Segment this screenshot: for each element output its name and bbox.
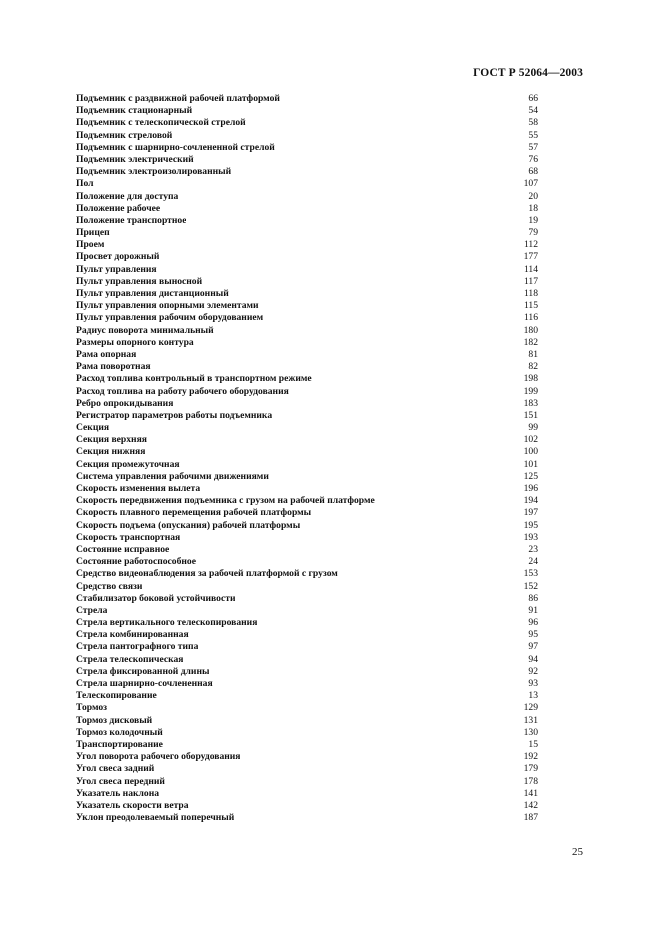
index-row: [76, 812, 538, 824]
index-term-number: 93: [528, 678, 538, 689]
index-term-number: 118: [523, 288, 538, 299]
index-row: [76, 471, 538, 483]
index-term: Подъемник с шарнирно-сочлененной стрелой: [76, 141, 275, 153]
index-term: Расход топлива на работу рабочего оборудования: [76, 385, 289, 397]
index-row: [76, 386, 538, 398]
index-term: Скорость транспортная: [76, 531, 181, 543]
index-term-number: 115: [523, 300, 538, 312]
index-term-number: 198: [523, 373, 538, 385]
index-term-number: 97: [528, 641, 538, 653]
index-row: [76, 264, 538, 276]
index-row: [76, 495, 538, 507]
document-code: ГОСТ Р 52064—2003: [473, 67, 583, 79]
index-row: [76, 654, 538, 666]
index-term: Уклон преодолеваемый поперечный: [76, 812, 235, 824]
index-term: Стрела фиксированной длины: [76, 665, 210, 677]
index-term: Рама опорная: [76, 348, 137, 360]
index-term-number: 151: [523, 409, 538, 421]
index-term: Скорость плавного перемещения рабочей платформы: [76, 507, 312, 519]
index-row: [76, 678, 538, 690]
index-term-number: 92: [528, 665, 538, 677]
index-term: Средство видеонаблюдения за рабочей платформой с грузом: [76, 568, 338, 580]
index-term-number: 129: [523, 702, 538, 714]
index-term: Стрела телескопическая: [76, 653, 184, 665]
index-term: Стабилизатор боковой устойчивости: [76, 592, 236, 604]
index-term-number: 152: [523, 580, 538, 592]
index-row: [76, 690, 538, 702]
index-row: [76, 312, 538, 324]
index-row: [76, 532, 538, 544]
index-row: [76, 581, 538, 593]
index-row: [76, 130, 538, 142]
index-term-number: 177: [523, 251, 538, 263]
index-row: [76, 788, 538, 800]
index-term-number: 19: [528, 214, 538, 226]
index-term-number: 13: [528, 690, 538, 702]
index-row: [76, 702, 538, 714]
index-term-number: 82: [528, 361, 538, 373]
index-row: [76, 520, 538, 532]
index-row: [76, 617, 538, 629]
index-term: Подъемник с раздвижной рабочей платформой: [76, 93, 280, 104]
index-term: Пульт управления: [76, 263, 157, 275]
index-row: [76, 215, 538, 227]
index-term: Стрела вертикального телескопирования: [76, 617, 258, 629]
index-row: [76, 641, 538, 653]
index-term-number: 95: [528, 629, 538, 641]
index-term: Подъемник с телескопической стрелой: [76, 117, 246, 129]
index-term-number: 58: [528, 117, 538, 129]
alphabetical-index: [76, 93, 538, 824]
index-term-number: 24: [528, 556, 538, 568]
index-term: Секция: [76, 422, 110, 434]
index-term-number: 23: [528, 543, 538, 555]
index-row: [76, 166, 538, 178]
index-term: Средство связи: [76, 580, 143, 592]
index-term-number: 141: [523, 787, 538, 799]
index-row: [76, 142, 538, 154]
index-term: Рама поворотная: [76, 361, 151, 373]
index-row: [76, 105, 538, 117]
index-term: Тормоз колодочный: [76, 726, 163, 738]
index-row: [76, 422, 538, 434]
index-term-number: 179: [523, 763, 538, 775]
index-term: Подъемник стационарный: [76, 105, 193, 117]
index-term-number: 96: [528, 617, 538, 629]
index-term-number: 68: [528, 166, 538, 178]
index-term-number: 180: [523, 324, 538, 336]
index-term-number: 79: [528, 227, 538, 239]
index-row: [76, 337, 538, 349]
index-row: [76, 568, 538, 580]
index-term-number: 192: [523, 751, 538, 763]
index-row: [76, 276, 538, 288]
index-row: [76, 373, 538, 385]
index-row: [76, 398, 538, 410]
index-term-number: 153: [523, 568, 538, 580]
index-term: Пульт управления выносной: [76, 275, 203, 287]
index-row: [76, 191, 538, 203]
index-term: Состояние работоспособное: [76, 556, 196, 568]
index-term-number: 66: [528, 93, 538, 104]
index-term: Скорость передвижения подъемника с грузом на рабочей платформе: [76, 495, 375, 507]
index-row: [76, 410, 538, 422]
index-term-number: 195: [523, 519, 538, 531]
index-term: Подъемник электроизолированный: [76, 166, 232, 178]
index-term-number: 117: [523, 275, 538, 287]
index-term: Состояние исправное: [76, 543, 170, 555]
index-term: Угол поворота рабочего оборудования: [76, 751, 241, 763]
index-term: Тормоз дисковый: [76, 714, 153, 726]
index-row: [76, 117, 538, 129]
index-term: Телескопирование: [76, 690, 157, 702]
index-term: Стрела пантографного типа: [76, 641, 199, 653]
index-term: Секция нижняя: [76, 446, 146, 458]
index-row: [76, 349, 538, 361]
index-term-number: 197: [523, 507, 538, 519]
index-term-number: 130: [523, 726, 538, 738]
index-term: Размеры опорного контура: [76, 336, 194, 348]
index-row: [76, 727, 538, 739]
index-row: [76, 507, 538, 519]
index-row: [76, 325, 538, 337]
index-term: Стрела шарнирно-сочлененная: [76, 678, 213, 689]
index-term: Скорость подъема (опускания) рабочей платформы: [76, 519, 301, 531]
index-row: [76, 300, 538, 312]
index-term-number: 100: [523, 446, 538, 458]
index-term-number: 54: [528, 105, 538, 117]
index-term: Подъемник стреловой: [76, 129, 173, 141]
index-term-number: 116: [523, 312, 538, 324]
index-term: Угол свеса задний: [76, 763, 155, 775]
index-row: [76, 593, 538, 605]
index-term-number: 57: [528, 141, 538, 153]
index-row: [76, 251, 538, 263]
index-term-number: 114: [523, 263, 538, 275]
index-term: Стрела: [76, 604, 108, 616]
index-term: Указатель наклона: [76, 787, 160, 799]
index-term-number: 101: [523, 458, 538, 470]
index-term-number: 18: [528, 202, 538, 214]
index-term-number: 199: [523, 385, 538, 397]
index-term: Тормоз: [76, 702, 108, 714]
index-term-number: 196: [523, 483, 538, 494]
index-term-number: 187: [523, 812, 538, 824]
index-row: [76, 203, 538, 215]
index-row: [76, 178, 538, 190]
index-term-number: 81: [528, 348, 538, 360]
index-term-number: 86: [528, 592, 538, 604]
index-term: Секция верхняя: [76, 434, 147, 446]
index-row: [76, 666, 538, 678]
index-term: Стрела комбинированная: [76, 629, 189, 641]
index-term-number: 131: [523, 714, 538, 726]
index-term-number: 102: [523, 434, 538, 446]
index-term: Положение рабочее: [76, 202, 161, 214]
index-row: [76, 544, 538, 556]
index-term-number: 125: [523, 470, 538, 482]
index-row: [76, 483, 538, 495]
index-term-number: 15: [528, 738, 538, 750]
index-term: Положение транспортное: [76, 214, 187, 226]
index-term-number: 91: [528, 604, 538, 616]
index-row: [76, 93, 538, 105]
index-row: [76, 288, 538, 300]
index-term-number: 112: [523, 239, 538, 251]
index-row: [76, 776, 538, 788]
index-row: [76, 239, 538, 251]
index-term: Просвет дорожный: [76, 251, 160, 263]
index-term-number: 107: [523, 178, 538, 190]
index-term-number: 193: [523, 531, 538, 543]
index-term-number: 55: [528, 129, 538, 141]
index-term: Пульт управления опорными элементами: [76, 300, 259, 312]
index-term-number: 76: [528, 153, 538, 165]
index-term: Скорость изменения вылета: [76, 483, 201, 494]
index-term: Система управления рабочими движениями: [76, 470, 269, 482]
index-term: Пол: [76, 178, 94, 190]
index-row: [76, 154, 538, 166]
index-term: Подъемник электрический: [76, 153, 194, 165]
index-row: [76, 739, 538, 751]
index-term-number: 99: [528, 422, 538, 434]
index-row: [76, 751, 538, 763]
index-row: [76, 763, 538, 775]
page-number: 25: [572, 846, 583, 858]
index-term: Радиус поворота минимальный: [76, 324, 214, 336]
index-term: Транспортирование: [76, 738, 163, 750]
index-term-number: 142: [523, 799, 538, 811]
index-term-number: 182: [523, 336, 538, 348]
index-row: [76, 556, 538, 568]
index-term: Ребро опрокидывания: [76, 397, 174, 409]
index-row: [76, 446, 538, 458]
index-term: Расход топлива контрольный в транспортном режиме: [76, 373, 312, 385]
index-term-number: 194: [523, 495, 538, 507]
index-row: [76, 800, 538, 812]
index-row: [76, 227, 538, 239]
index-term-number: 20: [528, 190, 538, 202]
index-row: [76, 459, 538, 471]
index-term-number: 94: [528, 653, 538, 665]
index-term: Угол свеса передний: [76, 775, 165, 787]
index-row: [76, 361, 538, 373]
index-row: [76, 715, 538, 727]
index-term: Пульт управления дистанционный: [76, 288, 229, 299]
index-term: Прицеп: [76, 227, 110, 239]
index-row: [76, 629, 538, 641]
index-term: Положение для доступа: [76, 190, 179, 202]
index-term-number: 183: [523, 397, 538, 409]
index-term: Пульт управления рабочим оборудованием: [76, 312, 264, 324]
index-term: Секция промежуточная: [76, 458, 180, 470]
index-term: Проем: [76, 239, 105, 251]
index-term: Регистратор параметров работы подъемника: [76, 409, 273, 421]
index-row: [76, 434, 538, 446]
index-term: Указатель скорости ветра: [76, 799, 189, 811]
index-row: [76, 605, 538, 617]
index-term-number: 178: [523, 775, 538, 787]
